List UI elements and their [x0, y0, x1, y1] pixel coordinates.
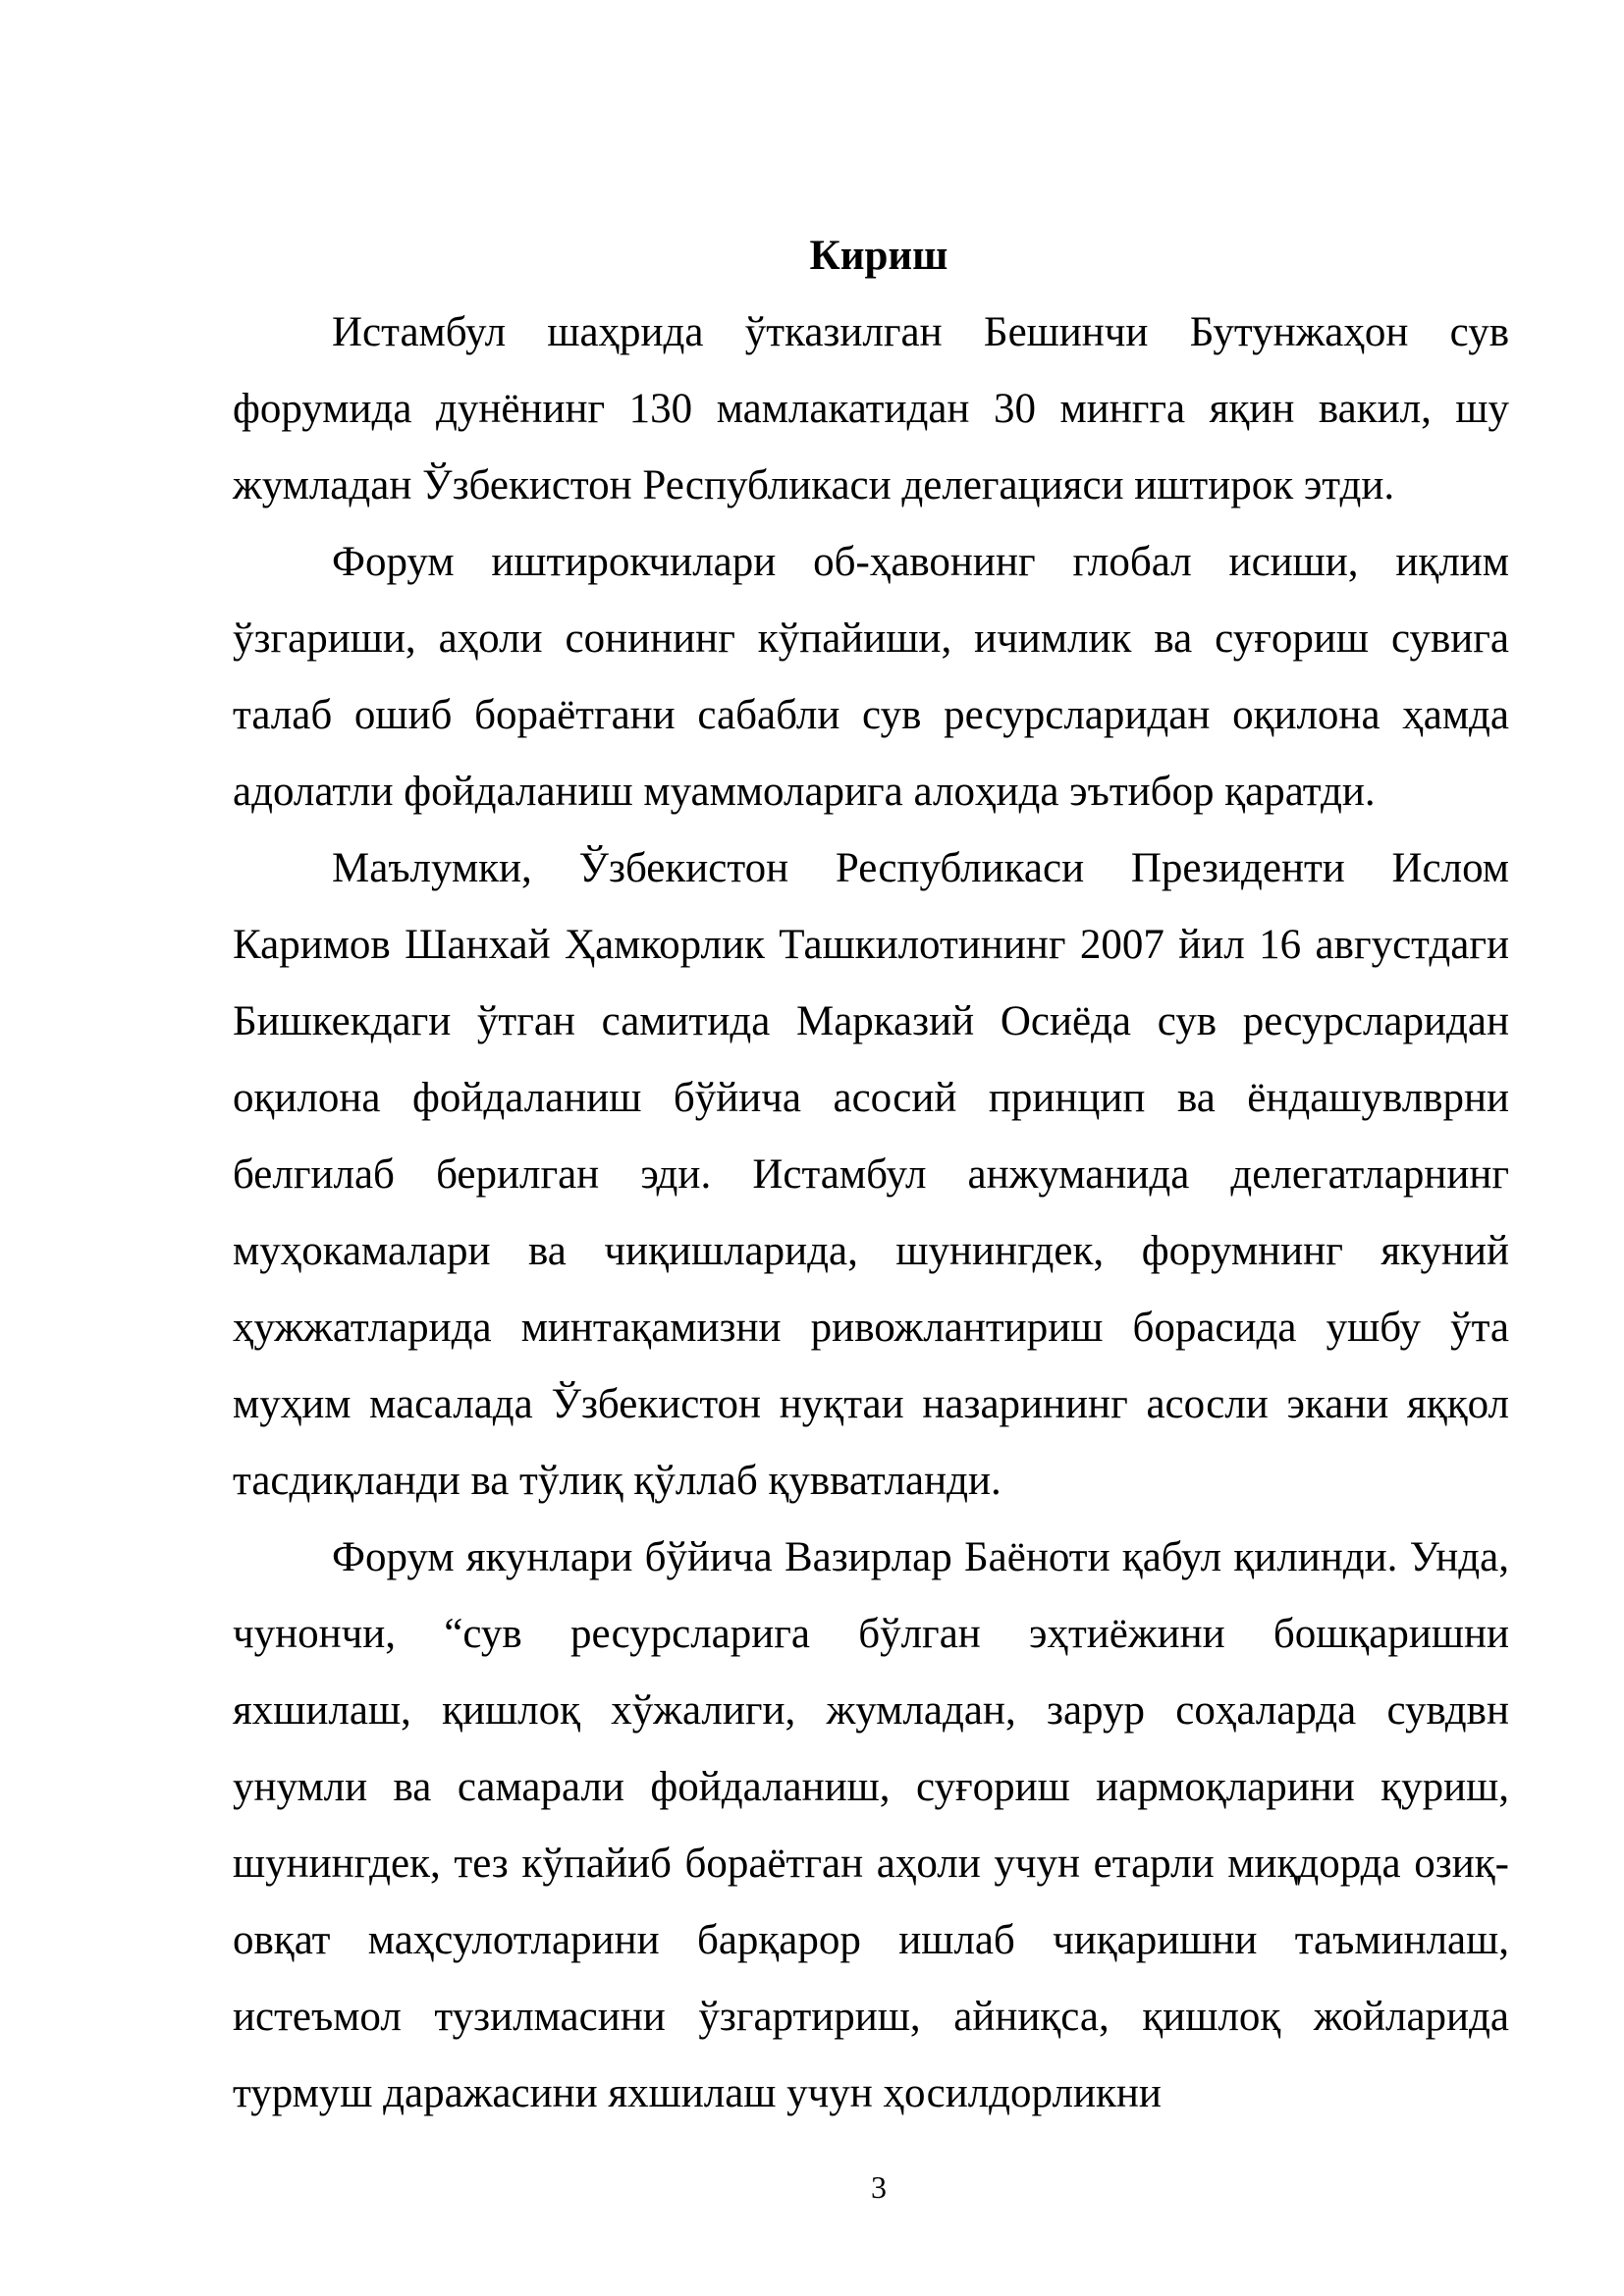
- body-text: [233, 294, 1509, 2132]
- page-number: 3: [871, 2169, 887, 2205]
- paragraph-1: Истамбул шаҳрида ўтказилган Бешинчи Бутунжаҳон сув форумида дунёнинг 130 мамлакатидан 30 мингга яқин вакил, шу жумладан Ўзбекистон Республикаси делегацияси иштирок этди.: [233, 309, 1509, 508]
- paragraph-3: Маълумки, Ўзбекистон Республикаси Президенти Ислом Каримов Шанхай Ҳамкорлик Ташкилотининг 2007 йил 16 августдаги Бишкекдаги ўтган самитида Марказий Осиёда сув ресурсларидан оқилона фойдаланиш бўйича асосий принцип ва ёндашувлврни белгилаб берилган эди. Истамбул анжуманида делегатларнинг муҳокамалари ва чиқишларида, шунингдек, форумнинг якуний ҳужжатларида минтақамизни ривожлантириш борасида ушбу ўта муҳим масалада Ўзбекистон нуқтаи назарининг асосли экани яққол тасдиқланди ва тўлиқ қўллаб қувватланди.: [233, 845, 1509, 1504]
- paragraph-2: Форум иштирокчилари об-ҳавонинг глобал исиши, иқлим ўзгариши, аҳоли сонининг кўпайиши, ичимлик ва суғориш сувига талаб ошиб бораётгани сабабли сув ресурсларидан оқилона ҳамда адолатли фойдаланиш муаммоларига алоҳида эътибор қаратди.: [233, 539, 1509, 815]
- paragraph-4: Форум якунлари бўйича Вазирлар Баёноти қабул қилинди. Унда, чунончи, “сув ресурсларига бўлган эҳтиёжини бошқаришни яхшилаш, қишлоқ хўжалиги, жумладан, зарур соҳаларда сувдвн унумли ва самарали фойдаланиш, суғориш иармоқларини қуриш, шунингдек, тез кўпайиб бораётган аҳоли учун етарли миқдорда озиқ-овқат маҳсулотларини барқарор ишлаб чиқаришни таъминлаш, истеъмол тузилмасини ўзгартириш, айниқса, қишлоқ жойларида турмуш даражасини яхшилаш учун ҳосилдорликни: [233, 1534, 1509, 2116]
- section-heading: Кириш: [809, 233, 948, 279]
